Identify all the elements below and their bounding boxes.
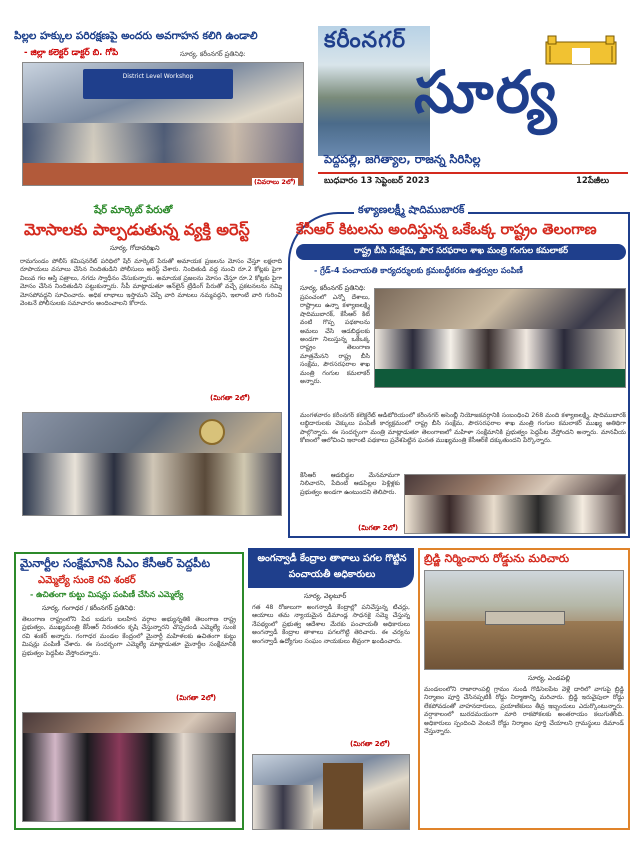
lead-subhead: రాష్ట్ర బీసి సంక్షేమ, పౌర సరఫరాల శాఖ మంత్రి గంగుల కమలాకర్ — [354, 246, 568, 256]
share-credit: సూర్య, గోదావరిఖని — [110, 244, 160, 252]
bridge-headline: బ్రిడ్జి నిర్మించారు రోడ్డును మరిచారు — [424, 552, 570, 565]
anganwadi-more: (మిగతా 2లో) — [350, 740, 391, 748]
stage-table — [375, 369, 626, 388]
share-kicker: షేర్ మార్కెట్ పేరుతో — [94, 205, 173, 216]
top-left-credit: సూర్య, కరీంనగర్ ప్రతినిధి: — [180, 50, 246, 58]
lead-subhead-bar — [296, 244, 626, 260]
anganwadi-people — [253, 785, 313, 830]
anganwadi-headline: అంగన్వాడీ కేంద్రాల తాళాలు పగల గొట్టిన పంచాయతీ అధికారులు — [257, 553, 407, 580]
bridge-road — [425, 621, 624, 670]
anganwadi-story — [248, 548, 414, 832]
bridge-slab — [485, 611, 565, 625]
bridge-credit: సూర్య, ఎండపల్లి — [528, 674, 570, 682]
top-left-story — [14, 30, 310, 200]
masthead-city: కరీంనగర్ — [324, 28, 407, 53]
minority-subhead: ఎమ్మెల్యే సుంకె రవి శంకర్ — [38, 575, 136, 586]
minority-bullet: - ఉచితంగా కుట్టు మిషన్లు పంపిణీ చేసిన ఎమ్మెల్యే — [30, 590, 184, 599]
share-headline: మోసాలకు పాల్పడుతున్న వ్యక్తి అరెస్ట్ — [24, 220, 250, 239]
masthead-regions: పెద్దపల్లి, జగిత్యాల, రాజన్న సిరిసిల్ల — [324, 152, 481, 166]
anganwadi-body: గత 48 రోజులుగా అంగన్వాడీ కేంద్రాల్లో పనిచేస్తున్న టీచర్లు, ఆయాలు తమ న్యాయమైన డిమాండ్ల సాధనకై సమ్మె చేస్తున్న నేపథ్యంలో ప్రభుత్వ ఆదేశాల మేరకు పంచాయతీ అధికారులు అంగన్వాడీ కేంద్రాల తాళాలు పగలగొట్టి తెరిచారు. ఈ చర్యను అంగన్వాడీ ఉద్యోగుల సంఘం నాయకులు తీవ్రంగా ఖండించారు. — [252, 604, 410, 645]
share-market-story — [14, 204, 286, 520]
cheque-row — [405, 495, 626, 534]
minority-headline: మైనార్టీల సంక్షేమానికి సీఎం కేసీఆర్ పెద్దపీట — [20, 556, 211, 570]
bridge-body: మండలంలోని రాజారాంపల్లి గ్రామం నుండి గొడిసెలపేట వెళ్లే దారిలో వాగుపై బ్రిడ్జి నిర్మాణం పూర్తి చేసినప్పటికీ రోడ్డు నిర్మాణాన్ని మరిచారు. బ్రిడ్జి ఇరువైపులా రోడ్డు లేకపోవడంతో వాహనదారులు, ప్రయాణికులు తీవ్ర ఇబ్బందులు ఎదుర్కొంటున్నారు. వర్షాకాలంలో బురదమయంగా మారి రాకపోకలకు అంతరాయం కలుగుతోంది. అధికారులు స్పందించి వెంటనే రోడ్డు నిర్మాణం పూర్తి చేయాలని గ్రామస్థులు డిమాండ్ చేస్తున్నారు. — [424, 686, 624, 736]
anganwadi-door — [323, 763, 363, 830]
share-photo — [22, 412, 282, 516]
top-left-headline: పిల్లల హక్కుల పరిరక్షణపై అందరు అవగాహన కలిగి ఉండాలి — [14, 30, 258, 42]
top-left-photo — [22, 62, 304, 186]
women-group — [23, 733, 236, 822]
minority-photo — [22, 712, 236, 822]
workshop-banner — [83, 69, 233, 99]
minority-more: (మిగతా 2లో) — [176, 694, 217, 702]
minority-story — [14, 552, 244, 832]
stage-row — [375, 329, 626, 369]
masthead-divider — [318, 172, 628, 174]
top-left-more: (వివరాలు 2లో) — [254, 178, 296, 186]
minority-body: తెలంగాణ రాష్ట్రంలోని పేద బడుగు బలహీన వర్గాల అభ్యున్నతికి తెలంగాణ రాష్ట్ర ప్రభుత్వం, ముఖ్యమంత్రి కేసీఆర్ నిరంతరం కృషి చేస్తున్నారని చొప్పదండి ఎమ్మెల్యే సుంకె రవి శంకర్ అన్నారు. గంగాధర మండల కేంద్రంలో మైనార్టీ మహిళలకు ఉచితంగా కుట్టు మిషన్లు పంపిణీ చేశారు. ఈ సందర్భంగా ఎమ్మెల్యే మాట్లాడుతూ మైనార్టీల సంక్షేమానికి ప్రభుత్వం పెద్దపీట వేస్తోందన్నారు. — [22, 616, 236, 657]
workshop-banner-text: District Level Workshop — [122, 73, 194, 80]
lead-body-side: ప్రపంచంలో ఎన్నో దేశాలు, రాష్ట్రాలు ఉన్నా కళ్యాణలక్ష్మి షాదిముబారక్, కేసీఆర్ కిట్ వంటి గొప్ప పథకాలను అమలు చేసి ఆడబిడ్డలకు అండగా నిలుస్తున్న ఒకేఒక్క రాష్ట్రం తెలంగాణ మాత్రమేనని రాష్ట్ర బీసి సంక్షేమ, పౌరసరఫరాల శాఖ మంత్రి గంగుల కమలాకర్ అన్నారు. — [300, 294, 370, 386]
masthead-paper-name: సూర్య — [414, 58, 559, 126]
lead-more: (మిగతా 2లో) — [358, 524, 399, 532]
masthead — [318, 26, 628, 192]
lead-story — [288, 204, 630, 540]
lead-headline: కేసీఆర్ కిటలను అందిస్తున్న ఒకేఒక్క రాష్ట్రం తెలంగాణ — [296, 222, 597, 238]
bridge-photo — [424, 570, 624, 670]
anganwadi-credit: సూర్య, వెల్గటూర్ — [304, 592, 347, 600]
people-group — [23, 453, 282, 516]
police-emblem-icon — [199, 419, 225, 445]
share-body: రామగుండం పోలీస్ కమిషనరేట్ పరిధిలో షేర్ మార్కెట్ పేరుతో అమాయక ప్రజలను మోసం చేస్తూ లక్షలాది రూపాయలు వసూలు చేసిన నిందితుడిని పోలీసులు అరెస్ట్ చేశారు. నిందితుడి వద్ద నుంచి రూ.2 కోట్లకు పైగా విలువ గల ఆస్తి పత్రాలు, నగదు స్వాధీనం చేసుకున్నారు. అమాయక ప్రజలను మోసం చేస్తూ రూ.2 కోట్లకు పైగా మోసం చేసిన నిందితుడిని పట్టుకున్నారు. సీపీ మాట్లాడుతూ ఆన్‌లైన్ ట్రేడింగ్ పేరుతో వచ్చే ప్రకటనలను నమ్మి మోసపోవద్దని సూచించారు. అధిక లాభాలు ఇస్తామని చెప్పే వారి మాటలు నమ్మవద్దని, ఇలాంటి వారి గురించి వెంటనే పోలీసులకు సమాచారం అందించాలని కోరారు. — [20, 258, 282, 308]
bridge-story — [418, 548, 630, 832]
minority-credit: సూర్య, గంగాధర / కరీంనగర్ ప్రతినిధి: — [42, 604, 136, 612]
lead-body-right: కేసీఆర్ ఆడబిడ్డల మేనమామగా నిలిచారని, పేదింటి ఆడపిల్లల పెళ్లిళ్లకు ప్రభుత్వం అండగా ఉంటుందని తెలిపారు. — [300, 472, 400, 496]
top-left-subhead: - జిల్లా కలెక్టర్ డాక్టర్ బి. గోపి — [24, 48, 119, 58]
masthead-date: బుధవారం 13 సెప్టెంబర్ 2023 — [324, 176, 430, 186]
anganwadi-photo — [252, 754, 410, 830]
lead-photo — [374, 288, 626, 388]
lead-bullet: - గ్రేడ్-4 పంచాయతి కార్యదర్శులకు క్రమబద్ధీకరణ ఉత్తర్వుల పంపిణీ — [314, 266, 523, 275]
lead-photo-2 — [404, 474, 626, 534]
lead-kicker: కళ్యాణలక్ష్మీ షాదిముబారక్ — [354, 204, 468, 219]
masthead-pages: 12పేజీలు — [576, 176, 610, 186]
share-more: (మిగతా 2లో) — [210, 394, 251, 402]
lead-credit: సూర్య, కరీంనగర్ ప్రతినిధి: — [300, 284, 366, 292]
lead-body-main: మంగళవారం కరీంనగర్ కలెక్టరేట్ ఆడిటోరియంలో కరీంనగర్ అసెంబ్లీ నియోజకవర్గానికి సంబంధించి 268 మంది కళ్యాణలక్ష్మి, షాదిముబారక్ లబ్ధిదారులకు చెక్కులు పంపిణీ కార్యక్రమంలో రాష్ట్ర బీసి సంక్షేమ, పౌరసరఫరాల శాఖ మంత్రి గంగుల కమలాకర్ ముఖ్య అతిథిగా పాల్గొన్నారు. ఈ సందర్భంగా మంత్రి మాట్లాడుతూ తెలంగాణలో మహిళా సంక్షేమానికి ప్రభుత్వం పెద్దపీట వేస్తోందని అన్నారు. మానవీయ కోణంలో ఆలోచించి ఇలాంటి పథకాలు ప్రవేశపెట్టిన ఘనత ముఖ్యమంత్రి కేసీఆర్‌కే దక్కుతుందని పేర్కొన్నారు. — [300, 412, 626, 445]
